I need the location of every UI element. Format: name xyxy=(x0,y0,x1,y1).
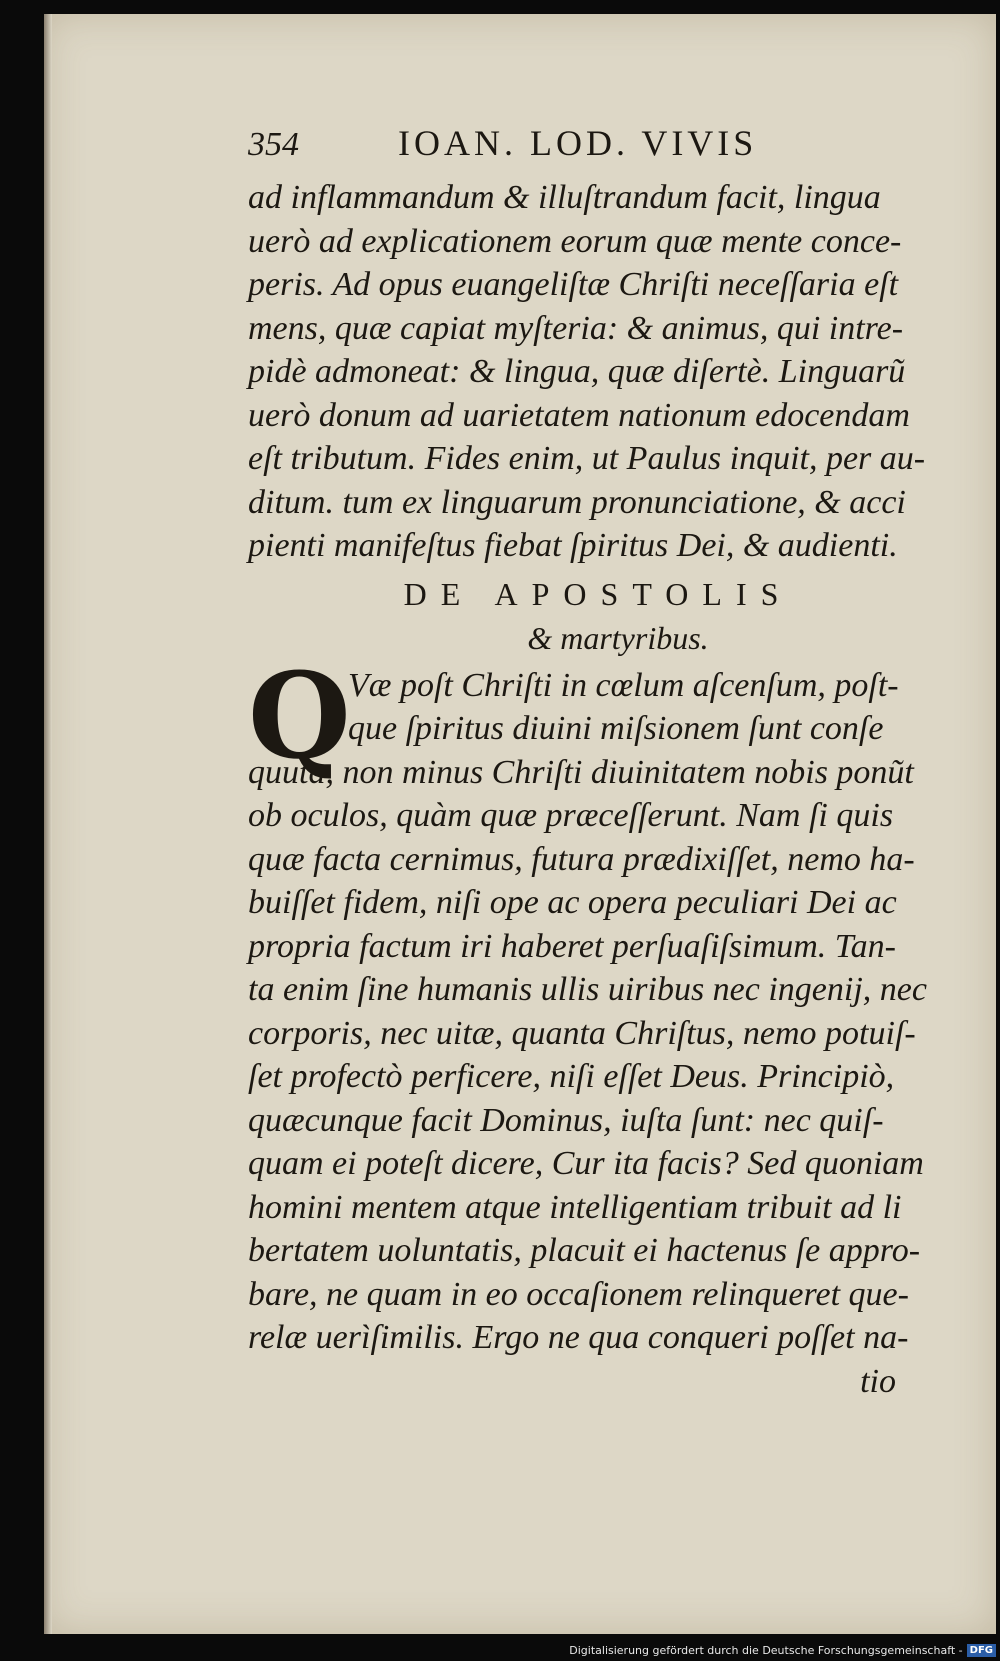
catchword: tio xyxy=(860,1362,896,1400)
text-line: Væ poſt Chriſti in cœlum aſcenſum, poſt- xyxy=(348,666,899,704)
text-line: quæ facta cernimus, futura prædixiſſet, nemo ha- xyxy=(248,840,915,878)
text-line: ob oculos, quàm quæ præceſſerunt. Nam ſi quis xyxy=(248,797,894,834)
text-line: quam ei poteſt dicere, Cur ita facis? Sed quoniam xyxy=(248,1145,924,1182)
text-line: pidè admoneat: & lingua, quæ diſertè. Linguarũ xyxy=(248,353,906,390)
text-line: ta enim ſine humanis ullis uiribus nec ingenij, nec xyxy=(248,971,927,1008)
text-line: ſet profectò perficere, niſi eſſet Deus. Principiò, xyxy=(248,1058,895,1095)
page-text-block xyxy=(248,120,948,1403)
text-line: buiſſet fidem, niſi ope ac opera peculiari Dei ac xyxy=(248,884,897,921)
text-line: ditum. tum ex linguarum pronunciatione, & acci xyxy=(248,483,906,521)
text-line: eſt tributum. Fides enim, ut Paulus inquit, per au- xyxy=(248,440,926,477)
credit-text: Digitalisierung gefördert durch die Deutsche Forschungsgemeinschaft - xyxy=(569,1644,963,1657)
text-line: bertatem uoluntatis, placuit ei hactenus ſe appro- xyxy=(248,1232,921,1269)
page-number: 354 xyxy=(248,126,299,163)
text-line: homini mentem atque intelligentiam tribuit ad li xyxy=(248,1188,902,1226)
section-subheading: & martyribus. xyxy=(527,619,709,656)
dfg-logo: DFG xyxy=(967,1644,996,1657)
digitization-credit xyxy=(569,1644,996,1657)
text-line: que ſpiritus diuini miſsionem ſunt conſe xyxy=(348,710,884,747)
paragraph-1 xyxy=(248,176,948,568)
text-line: uerò ad explicationem eorum quæ mente conce- xyxy=(248,222,902,260)
running-head xyxy=(248,120,948,176)
drop-capital: Q xyxy=(248,645,351,785)
text-line: pienti manifeſtus fiebat ſpiritus Dei, & audienti. xyxy=(248,527,898,564)
text-line: quuta, non minus Chriſti diuinitatem nobis ponũt xyxy=(248,753,914,791)
running-title: IOAN. LOD. VIVIS xyxy=(398,123,758,163)
text-line: quæcunque facit Dominus, iuſta ſunt: nec quiſ- xyxy=(248,1101,884,1139)
section-heading: DE APOSTOLIS xyxy=(403,575,793,612)
paragraph-2 xyxy=(248,645,948,1404)
text-line: mens, quæ capiat myſteria: & animus, qui intre- xyxy=(248,309,904,347)
text-line: peris. Ad opus euangeliſtæ Chriſti neceſſaria eſt xyxy=(248,266,899,303)
text-line: uerò donum ad uarietatem nationum edocendam xyxy=(248,396,910,434)
text-line: corporis, nec uitæ, quanta Chriſtus, nemo potuiſ- xyxy=(248,1014,916,1052)
text-line: bare, ne quam in eo occaſionem relinqueret que- xyxy=(248,1275,909,1313)
text-line: propria factum iri haberet perſuaſiſsimum. Tan- xyxy=(248,927,896,965)
text-line: relæ uerìſimilis. Ergo ne qua conqueri poſſet na- xyxy=(248,1319,909,1356)
text-line: ad inflammandum & illuſtrandum facit, lingua xyxy=(248,179,881,216)
page-gutter-shadow xyxy=(44,14,52,1634)
